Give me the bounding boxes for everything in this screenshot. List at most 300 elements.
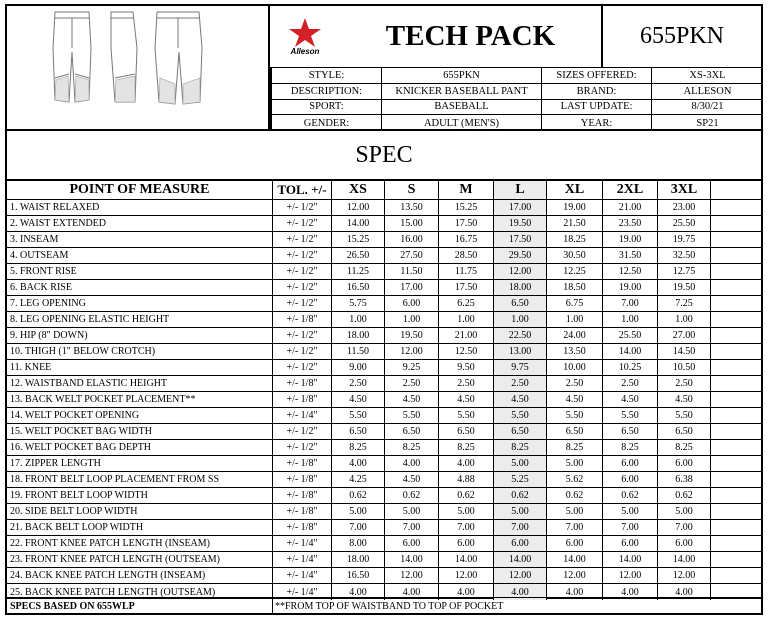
spec-row-value-s: 14.00 — [385, 552, 439, 568]
spec-row-value-2xl: 6.00 — [603, 472, 658, 488]
spec-row-value-3xl: 14.00 — [658, 552, 711, 568]
spec-row-6 — [7, 280, 761, 296]
spec-row-value-m: 5.00 — [439, 504, 494, 520]
spec-row-value-xl: 6.75 — [547, 296, 603, 312]
spec-row-measure-label: 2. WAIST EXTENDED — [7, 216, 273, 232]
spec-row-extra — [711, 200, 761, 216]
spec-row-measure-label: 10. THIGH (1" BELOW CROTCH) — [7, 344, 273, 360]
info-label-2-a: DESCRIPTION: — [270, 84, 382, 100]
spec-row-value-m: 1.00 — [439, 312, 494, 328]
spec-row-extra — [711, 296, 761, 312]
spec-row-measure-label: 16. WELT POCKET BAG DEPTH — [7, 440, 273, 456]
spec-row-8 — [7, 312, 761, 328]
spec-row-value-2xl: 25.50 — [603, 328, 658, 344]
spec-row-value-m: 4.88 — [439, 472, 494, 488]
spec-row-tolerance: +/- 1/2" — [273, 232, 332, 248]
spec-row-value-3xl: 4.00 — [658, 584, 711, 600]
spec-row-value-xl: 8.25 — [547, 440, 603, 456]
spec-row-measure-label: 23. FRONT KNEE PATCH LENGTH (OUTSEAM) — [7, 552, 273, 568]
spec-row-value-l: 17.50 — [494, 232, 547, 248]
spec-row-tolerance: +/- 1/8" — [273, 504, 332, 520]
spec-row-value-l: 17.00 — [494, 200, 547, 216]
info-label-1-b: SIZES OFFERED: — [542, 68, 652, 84]
tech-pack-sheet — [5, 4, 763, 615]
spec-row-13 — [7, 392, 761, 408]
spec-row-value-xs: 4.25 — [332, 472, 385, 488]
spec-row-value-l: 4.00 — [494, 584, 547, 600]
spec-row-value-3xl: 7.25 — [658, 296, 711, 312]
spec-row-measure-label: 1. WAIST RELAXED — [7, 200, 273, 216]
spec-row-15 — [7, 424, 761, 440]
spec-row-value-m: 12.50 — [439, 344, 494, 360]
spec-row-value-l: 12.00 — [494, 264, 547, 280]
spec-row-value-m: 9.50 — [439, 360, 494, 376]
spec-row-value-2xl: 8.25 — [603, 440, 658, 456]
spec-row-tolerance: +/- 1/2" — [273, 248, 332, 264]
spec-row-measure-label: 13. BACK WELT POCKET PLACEMENT** — [7, 392, 273, 408]
spec-row-value-xl: 14.00 — [547, 552, 603, 568]
spec-row-value-2xl: 21.00 — [603, 200, 658, 216]
spec-row-value-xl: 4.00 — [547, 584, 603, 600]
spec-row-value-l: 9.75 — [494, 360, 547, 376]
spec-row-value-xl: 1.00 — [547, 312, 603, 328]
spec-row-value-s: 6.00 — [385, 296, 439, 312]
spec-row-measure-label: 17. ZIPPER LENGTH — [7, 456, 273, 472]
spec-row-17 — [7, 456, 761, 472]
spec-row-value-l: 19.50 — [494, 216, 547, 232]
spec-row-tolerance: +/- 1/2" — [273, 424, 332, 440]
spec-row-tolerance: +/- 1/8" — [273, 456, 332, 472]
spec-row-value-s: 11.50 — [385, 264, 439, 280]
spec-row-value-xl: 6.50 — [547, 424, 603, 440]
spec-row-value-l: 6.00 — [494, 536, 547, 552]
spec-row-value-s: 0.62 — [385, 488, 439, 504]
spec-row-extra — [711, 376, 761, 392]
spec-row-value-m: 17.50 — [439, 280, 494, 296]
spec-row-extra — [711, 456, 761, 472]
spec-row-11 — [7, 360, 761, 376]
spec-row-value-3xl: 14.50 — [658, 344, 711, 360]
spec-row-extra — [711, 520, 761, 536]
spec-title: SPEC — [5, 131, 763, 179]
spec-row-16 — [7, 440, 761, 456]
spec-row-value-xs: 16.50 — [332, 280, 385, 296]
spec-row-value-xl: 4.50 — [547, 392, 603, 408]
spec-row-value-l: 13.00 — [494, 344, 547, 360]
spec-row-extra — [711, 360, 761, 376]
spec-row-value-m: 4.00 — [439, 456, 494, 472]
spec-row-value-l: 7.00 — [494, 520, 547, 536]
spec-row-value-2xl: 5.50 — [603, 408, 658, 424]
column-header-size-2xl: 2XL — [603, 181, 658, 200]
spec-row-value-2xl: 6.50 — [603, 424, 658, 440]
spec-row-value-l: 4.50 — [494, 392, 547, 408]
spec-row-value-xs: 6.50 — [332, 424, 385, 440]
spec-row-2 — [7, 216, 761, 232]
spec-row-value-xl: 30.50 — [547, 248, 603, 264]
spec-row-value-m: 6.50 — [439, 424, 494, 440]
spec-row-value-s: 12.00 — [385, 344, 439, 360]
column-header-point-of-measure: POINT OF MEASURE — [7, 181, 273, 200]
info-value-2-b: ALLESON — [652, 84, 763, 100]
spec-row-value-l: 5.00 — [494, 504, 547, 520]
spec-row-value-l: 6.50 — [494, 424, 547, 440]
spec-row-12 — [7, 376, 761, 392]
info-label-4-a: GENDER: — [270, 115, 382, 131]
spec-row-21 — [7, 520, 761, 536]
spec-row-value-xl: 19.00 — [547, 200, 603, 216]
page-title: TECH PACK — [340, 4, 603, 68]
info-label-4-b: YEAR: — [542, 115, 652, 131]
spec-row-value-xl: 13.50 — [547, 344, 603, 360]
spec-row-value-s: 12.00 — [385, 568, 439, 584]
info-label-3-b: LAST UPDATE: — [542, 100, 652, 116]
spec-row-value-xs: 2.50 — [332, 376, 385, 392]
spec-row-value-xl: 12.25 — [547, 264, 603, 280]
column-header-extra — [711, 181, 761, 200]
spec-row-value-3xl: 6.50 — [658, 424, 711, 440]
spec-row-tolerance: +/- 1/8" — [273, 488, 332, 504]
spec-row-value-s: 5.00 — [385, 504, 439, 520]
spec-row-value-m: 8.25 — [439, 440, 494, 456]
spec-row-value-s: 4.00 — [385, 584, 439, 600]
spec-row-value-3xl: 7.00 — [658, 520, 711, 536]
spec-row-extra — [711, 264, 761, 280]
spec-row-value-2xl: 4.00 — [603, 584, 658, 600]
spec-row-extra — [711, 280, 761, 296]
spec-row-value-xs: 12.00 — [332, 200, 385, 216]
spec-row-value-2xl: 0.62 — [603, 488, 658, 504]
spec-row-extra — [711, 536, 761, 552]
spec-row-extra — [711, 216, 761, 232]
spec-row-measure-label: 22. FRONT KNEE PATCH LENGTH (INSEAM) — [7, 536, 273, 552]
spec-row-extra — [711, 504, 761, 520]
spec-row-14 — [7, 408, 761, 424]
spec-row-7 — [7, 296, 761, 312]
spec-row-extra — [711, 232, 761, 248]
spec-row-value-3xl: 0.62 — [658, 488, 711, 504]
spec-row-extra — [711, 472, 761, 488]
info-value-2-a: KNICKER BASEBALL PANT — [382, 84, 542, 100]
column-header-size-xl: XL — [547, 181, 603, 200]
spec-row-value-3xl: 27.00 — [658, 328, 711, 344]
spec-row-value-xs: 11.25 — [332, 264, 385, 280]
spec-row-value-l: 0.62 — [494, 488, 547, 504]
spec-row-value-xs: 7.00 — [332, 520, 385, 536]
spec-row-value-xl: 5.00 — [547, 456, 603, 472]
spec-row-value-3xl: 5.50 — [658, 408, 711, 424]
spec-row-value-m: 28.50 — [439, 248, 494, 264]
spec-row-value-xs: 5.00 — [332, 504, 385, 520]
info-value-4-b: SP21 — [696, 117, 719, 129]
spec-row-tolerance: +/- 1/2" — [273, 280, 332, 296]
pant-sketch-image — [49, 8, 209, 123]
spec-row-measure-label: 14. WELT POCKET OPENING — [7, 408, 273, 424]
spec-row-value-xs: 18.00 — [332, 552, 385, 568]
spec-row-value-l: 2.50 — [494, 376, 547, 392]
spec-row-value-xs: 1.00 — [332, 312, 385, 328]
logo-text: Alleson — [290, 47, 320, 56]
spec-row-24 — [7, 568, 761, 584]
info-value-3-b: 8/30/21 — [652, 100, 763, 116]
spec-row-value-m: 6.00 — [439, 536, 494, 552]
footer-specs-basis: SPECS BASED ON 655WLP — [7, 598, 273, 614]
spec-row-tolerance: +/- 1/8" — [273, 472, 332, 488]
spec-row-value-2xl: 12.50 — [603, 264, 658, 280]
spec-row-value-xl: 21.50 — [547, 216, 603, 232]
spec-row-value-xl: 6.00 — [547, 536, 603, 552]
spec-row-value-2xl: 7.00 — [603, 520, 658, 536]
spec-row-value-2xl: 6.00 — [603, 456, 658, 472]
spec-row-value-l: 14.00 — [494, 552, 547, 568]
spec-row-value-xs: 4.00 — [332, 456, 385, 472]
column-header-size-l: L — [494, 181, 547, 200]
spec-row-value-s: 6.50 — [385, 424, 439, 440]
spec-row-tolerance: +/- 1/4" — [273, 552, 332, 568]
info-grid — [270, 68, 763, 131]
spec-row-value-s: 1.00 — [385, 312, 439, 328]
spec-row-value-m: 17.50 — [439, 216, 494, 232]
spec-row-value-xs: 8.00 — [332, 536, 385, 552]
spec-row-measure-label: 7. LEG OPENING — [7, 296, 273, 312]
spec-row-value-2xl: 1.00 — [603, 312, 658, 328]
spec-row-value-3xl: 4.50 — [658, 392, 711, 408]
spec-row-measure-label: 21. BACK BELT LOOP WIDTH — [7, 520, 273, 536]
spec-row-value-2xl: 14.00 — [603, 552, 658, 568]
spec-row-value-3xl: 6.00 — [658, 456, 711, 472]
spec-row-value-m: 6.25 — [439, 296, 494, 312]
spec-row-tolerance: +/- 1/8" — [273, 392, 332, 408]
spec-row-23 — [7, 552, 761, 568]
spec-row-value-xs: 4.50 — [332, 392, 385, 408]
logo-box — [270, 4, 340, 68]
spec-row-value-s: 2.50 — [385, 376, 439, 392]
spec-row-value-m: 4.00 — [439, 584, 494, 600]
spec-row-value-xs: 16.50 — [332, 568, 385, 584]
spec-row-extra — [711, 568, 761, 584]
spec-row-value-l: 12.00 — [494, 568, 547, 584]
spec-row-value-xs: 18.00 — [332, 328, 385, 344]
spec-row-tolerance: +/- 1/4" — [273, 536, 332, 552]
spec-row-value-3xl: 19.50 — [658, 280, 711, 296]
spec-row-value-3xl: 23.00 — [658, 200, 711, 216]
spec-row-value-2xl: 19.00 — [603, 232, 658, 248]
spec-row-value-2xl: 19.00 — [603, 280, 658, 296]
info-value-4-a: ADULT (MEN'S) — [382, 115, 542, 131]
spec-row-22 — [7, 536, 761, 552]
spec-row-value-l: 5.25 — [494, 472, 547, 488]
spec-row-value-2xl: 7.00 — [603, 296, 658, 312]
spec-row-value-3xl: 8.25 — [658, 440, 711, 456]
spec-row-value-l: 18.00 — [494, 280, 547, 296]
spec-row-value-xl: 18.50 — [547, 280, 603, 296]
spec-row-value-xs: 0.62 — [332, 488, 385, 504]
spec-row-tolerance: +/- 1/8" — [273, 312, 332, 328]
spec-row-extra — [711, 312, 761, 328]
spec-row-value-xl: 5.62 — [547, 472, 603, 488]
spec-row-value-xl: 7.00 — [547, 520, 603, 536]
spec-row-value-3xl: 32.50 — [658, 248, 711, 264]
spec-row-value-xs: 14.00 — [332, 216, 385, 232]
spec-row-measure-label: 12. WAISTBAND ELASTIC HEIGHT — [7, 376, 273, 392]
spec-row-value-xs: 4.00 — [332, 584, 385, 600]
spec-row-value-s: 5.50 — [385, 408, 439, 424]
spec-row-3 — [7, 232, 761, 248]
column-header-size-3xl: 3XL — [658, 181, 711, 200]
spec-row-value-2xl: 12.00 — [603, 568, 658, 584]
spec-row-value-xs: 9.00 — [332, 360, 385, 376]
spec-row-measure-label: 19. FRONT BELT LOOP WIDTH — [7, 488, 273, 504]
spec-row-value-s: 17.00 — [385, 280, 439, 296]
spec-row-value-2xl: 5.00 — [603, 504, 658, 520]
spec-row-value-xl: 5.00 — [547, 504, 603, 520]
spec-row-tolerance: +/- 1/8" — [273, 376, 332, 392]
spec-row-tolerance: +/- 1/4" — [273, 408, 332, 424]
spec-row-tolerance: +/- 1/8" — [273, 520, 332, 536]
spec-row-18 — [7, 472, 761, 488]
spec-table — [5, 179, 763, 599]
spec-row-value-l: 29.50 — [494, 248, 547, 264]
spec-row-1 — [7, 200, 761, 216]
spec-row-extra — [711, 408, 761, 424]
spec-row-measure-label: 9. HIP (8" DOWN) — [7, 328, 273, 344]
spec-row-value-xl: 18.25 — [547, 232, 603, 248]
spec-row-measure-label: 3. INSEAM — [7, 232, 273, 248]
spec-row-measure-label: 20. SIDE BELT LOOP WIDTH — [7, 504, 273, 520]
spec-row-value-3xl: 12.75 — [658, 264, 711, 280]
spec-row-value-2xl: 14.00 — [603, 344, 658, 360]
spec-row-value-xs: 8.25 — [332, 440, 385, 456]
spec-row-measure-label: 11. KNEE — [7, 360, 273, 376]
spec-row-value-xl: 24.00 — [547, 328, 603, 344]
spec-row-value-s: 16.00 — [385, 232, 439, 248]
spec-row-tolerance: +/- 1/2" — [273, 328, 332, 344]
info-label-2-b: BRAND: — [542, 84, 652, 100]
spec-row-value-xs: 26.50 — [332, 248, 385, 264]
spec-row-value-l: 22.50 — [494, 328, 547, 344]
spec-row-extra — [711, 328, 761, 344]
spec-row-value-s: 8.25 — [385, 440, 439, 456]
spec-row-value-l: 5.50 — [494, 408, 547, 424]
spec-row-value-3xl: 12.00 — [658, 568, 711, 584]
spec-row-value-xs: 15.25 — [332, 232, 385, 248]
spec-row-5 — [7, 264, 761, 280]
spec-row-extra — [711, 344, 761, 360]
spec-row-value-2xl: 31.50 — [603, 248, 658, 264]
spec-row-tolerance: +/- 1/2" — [273, 440, 332, 456]
spec-row-value-s: 9.25 — [385, 360, 439, 376]
column-header-size-xs: XS — [332, 181, 385, 200]
spec-row-value-l: 6.50 — [494, 296, 547, 312]
spec-row-value-3xl: 1.00 — [658, 312, 711, 328]
spec-row-value-s: 27.50 — [385, 248, 439, 264]
spec-row-value-m: 21.00 — [439, 328, 494, 344]
spec-row-extra — [711, 488, 761, 504]
spec-row-value-m: 2.50 — [439, 376, 494, 392]
spec-row-value-2xl: 4.50 — [603, 392, 658, 408]
column-header-tolerance: TOL. +/- — [273, 181, 332, 200]
spec-row-value-m: 15.25 — [439, 200, 494, 216]
spec-row-value-3xl: 5.00 — [658, 504, 711, 520]
spec-row-value-m: 4.50 — [439, 392, 494, 408]
spec-row-20 — [7, 504, 761, 520]
spec-row-tolerance: +/- 1/4" — [273, 584, 332, 600]
spec-row-value-s: 13.50 — [385, 200, 439, 216]
spec-row-tolerance: +/- 1/4" — [273, 568, 332, 584]
spec-row-19 — [7, 488, 761, 504]
spec-row-measure-label: 8. LEG OPENING ELASTIC HEIGHT — [7, 312, 273, 328]
spec-row-value-2xl: 6.00 — [603, 536, 658, 552]
spec-row-measure-label: 24. BACK KNEE PATCH LENGTH (INSEAM) — [7, 568, 273, 584]
info-value-3-a: BASEBALL — [382, 100, 542, 116]
spec-row-value-s: 6.00 — [385, 536, 439, 552]
spec-row-value-m: 11.75 — [439, 264, 494, 280]
spec-row-value-s: 4.50 — [385, 392, 439, 408]
spec-row-value-xs: 5.50 — [332, 408, 385, 424]
footer-note: **FROM TOP OF WAISTBAND TO TOP OF POCKET — [275, 600, 504, 612]
info-value-1-a: 655PKN — [382, 68, 542, 84]
spec-row-extra — [711, 552, 761, 568]
spec-row-measure-label: 18. FRONT BELT LOOP PLACEMENT FROM SS — [7, 472, 273, 488]
spec-row-measure-label: 15. WELT POCKET BAG WIDTH — [7, 424, 273, 440]
spec-row-value-l: 5.00 — [494, 456, 547, 472]
spec-row-value-2xl: 23.50 — [603, 216, 658, 232]
spec-row-tolerance: +/- 1/2" — [273, 216, 332, 232]
spec-row-extra — [711, 392, 761, 408]
spec-row-value-m: 5.50 — [439, 408, 494, 424]
spec-row-value-2xl: 10.25 — [603, 360, 658, 376]
info-label-3-a: SPORT: — [270, 100, 382, 116]
spec-row-value-s: 15.00 — [385, 216, 439, 232]
spec-row-4 — [7, 248, 761, 264]
spec-row-value-xl: 12.00 — [547, 568, 603, 584]
footer-row — [5, 597, 763, 615]
spec-row-tolerance: +/- 1/2" — [273, 200, 332, 216]
spec-row-value-m: 14.00 — [439, 552, 494, 568]
column-header-size-m: M — [439, 181, 494, 200]
spec-row-tolerance: +/- 1/2" — [273, 296, 332, 312]
spec-row-measure-label: 6. BACK RISE — [7, 280, 273, 296]
spec-row-value-s: 7.00 — [385, 520, 439, 536]
spec-row-value-3xl: 6.00 — [658, 536, 711, 552]
spec-row-value-s: 19.50 — [385, 328, 439, 344]
spec-row-value-xl: 5.50 — [547, 408, 603, 424]
spec-row-value-l: 8.25 — [494, 440, 547, 456]
spec-row-value-m: 7.00 — [439, 520, 494, 536]
spec-row-extra — [711, 424, 761, 440]
spec-row-value-l: 1.00 — [494, 312, 547, 328]
spec-row-tolerance: +/- 1/2" — [273, 344, 332, 360]
spec-row-value-xl: 2.50 — [547, 376, 603, 392]
spec-row-value-2xl: 2.50 — [603, 376, 658, 392]
spec-row-value-xs: 5.75 — [332, 296, 385, 312]
header-illustration-box — [5, 4, 270, 131]
spec-row-10 — [7, 344, 761, 360]
spec-row-value-m: 12.00 — [439, 568, 494, 584]
spec-row-value-s: 4.00 — [385, 456, 439, 472]
spec-row-extra — [711, 440, 761, 456]
spec-row-tolerance: +/- 1/2" — [273, 264, 332, 280]
column-header-size-s: S — [385, 181, 439, 200]
spec-row-9 — [7, 328, 761, 344]
spec-row-value-m: 16.75 — [439, 232, 494, 248]
info-label-1-a: STYLE: — [270, 68, 382, 84]
spec-row-value-3xl: 10.50 — [658, 360, 711, 376]
spec-row-measure-label: 25. BACK KNEE PATCH LENGTH (OUTSEAM) — [7, 584, 273, 600]
spec-row-value-3xl: 6.38 — [658, 472, 711, 488]
spec-row-measure-label: 4. OUTSEAM — [7, 248, 273, 264]
alleson-logo-image — [280, 16, 330, 56]
